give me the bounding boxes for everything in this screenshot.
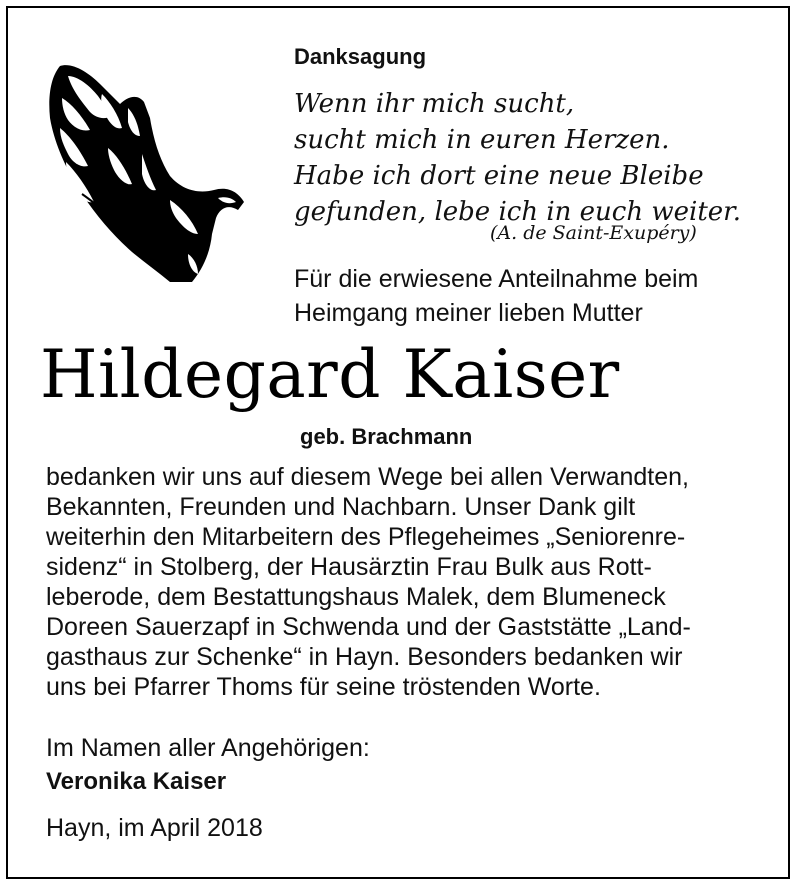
body-line: bedanken wir uns auf diesem Wege bei allen Verwandten,: [46, 463, 690, 491]
notice-heading: Danksagung: [294, 44, 427, 69]
body-line: uns bei Pfarrer Thoms für seine tröstenden Worte.: [46, 673, 601, 701]
body-line: gasthaus zur Schenke“ in Hayn. Besonders bedanken wir: [46, 643, 683, 671]
intro-line: Heimgang meiner lieben Mutter: [294, 299, 643, 327]
poem-line: sucht mich in euren Herzen.: [294, 125, 670, 155]
poem-line: Habe ich dort eine neue Bleibe: [294, 161, 704, 191]
body-line: weiterhin den Mitarbeitern des Pflegeheimes „Seniorenre-: [46, 523, 686, 551]
maiden-name: geb. Brachmann: [300, 424, 473, 449]
place-date: Hayn, im April 2018: [46, 814, 263, 842]
on-behalf-text: Im Namen aller Angehörigen:: [46, 734, 370, 762]
signer-name: Veronika Kaiser: [46, 768, 227, 795]
poem-author: (A. de Saint-Exupéry): [490, 222, 697, 244]
body-line: Bekannten, Freunden und Nachbarn. Unser Dank gilt: [46, 493, 636, 521]
body-line: leberode, dem Bestattungshaus Malek, dem Blumeneck: [46, 583, 666, 611]
poem-line: Wenn ihr mich sucht,: [294, 89, 575, 119]
body-line: Doreen Sauerzapf in Schwenda und der Gaststätte „Land-: [46, 613, 691, 641]
deceased-name: Hildegard Kaiser: [40, 336, 620, 413]
intro-line: Für die erwiesene Anteilnahme beim: [294, 265, 699, 293]
thanks-body: [46, 462, 766, 702]
poem: [294, 86, 741, 230]
body-line: sidenz“ in Stolberg, der Hausärztin Frau Bulk aus Rott-: [46, 553, 652, 581]
praying-hands-icon: [42, 58, 252, 286]
poem-line: gefunden, lebe ich in euch weiter.: [294, 197, 741, 227]
intro-text: [294, 262, 698, 330]
